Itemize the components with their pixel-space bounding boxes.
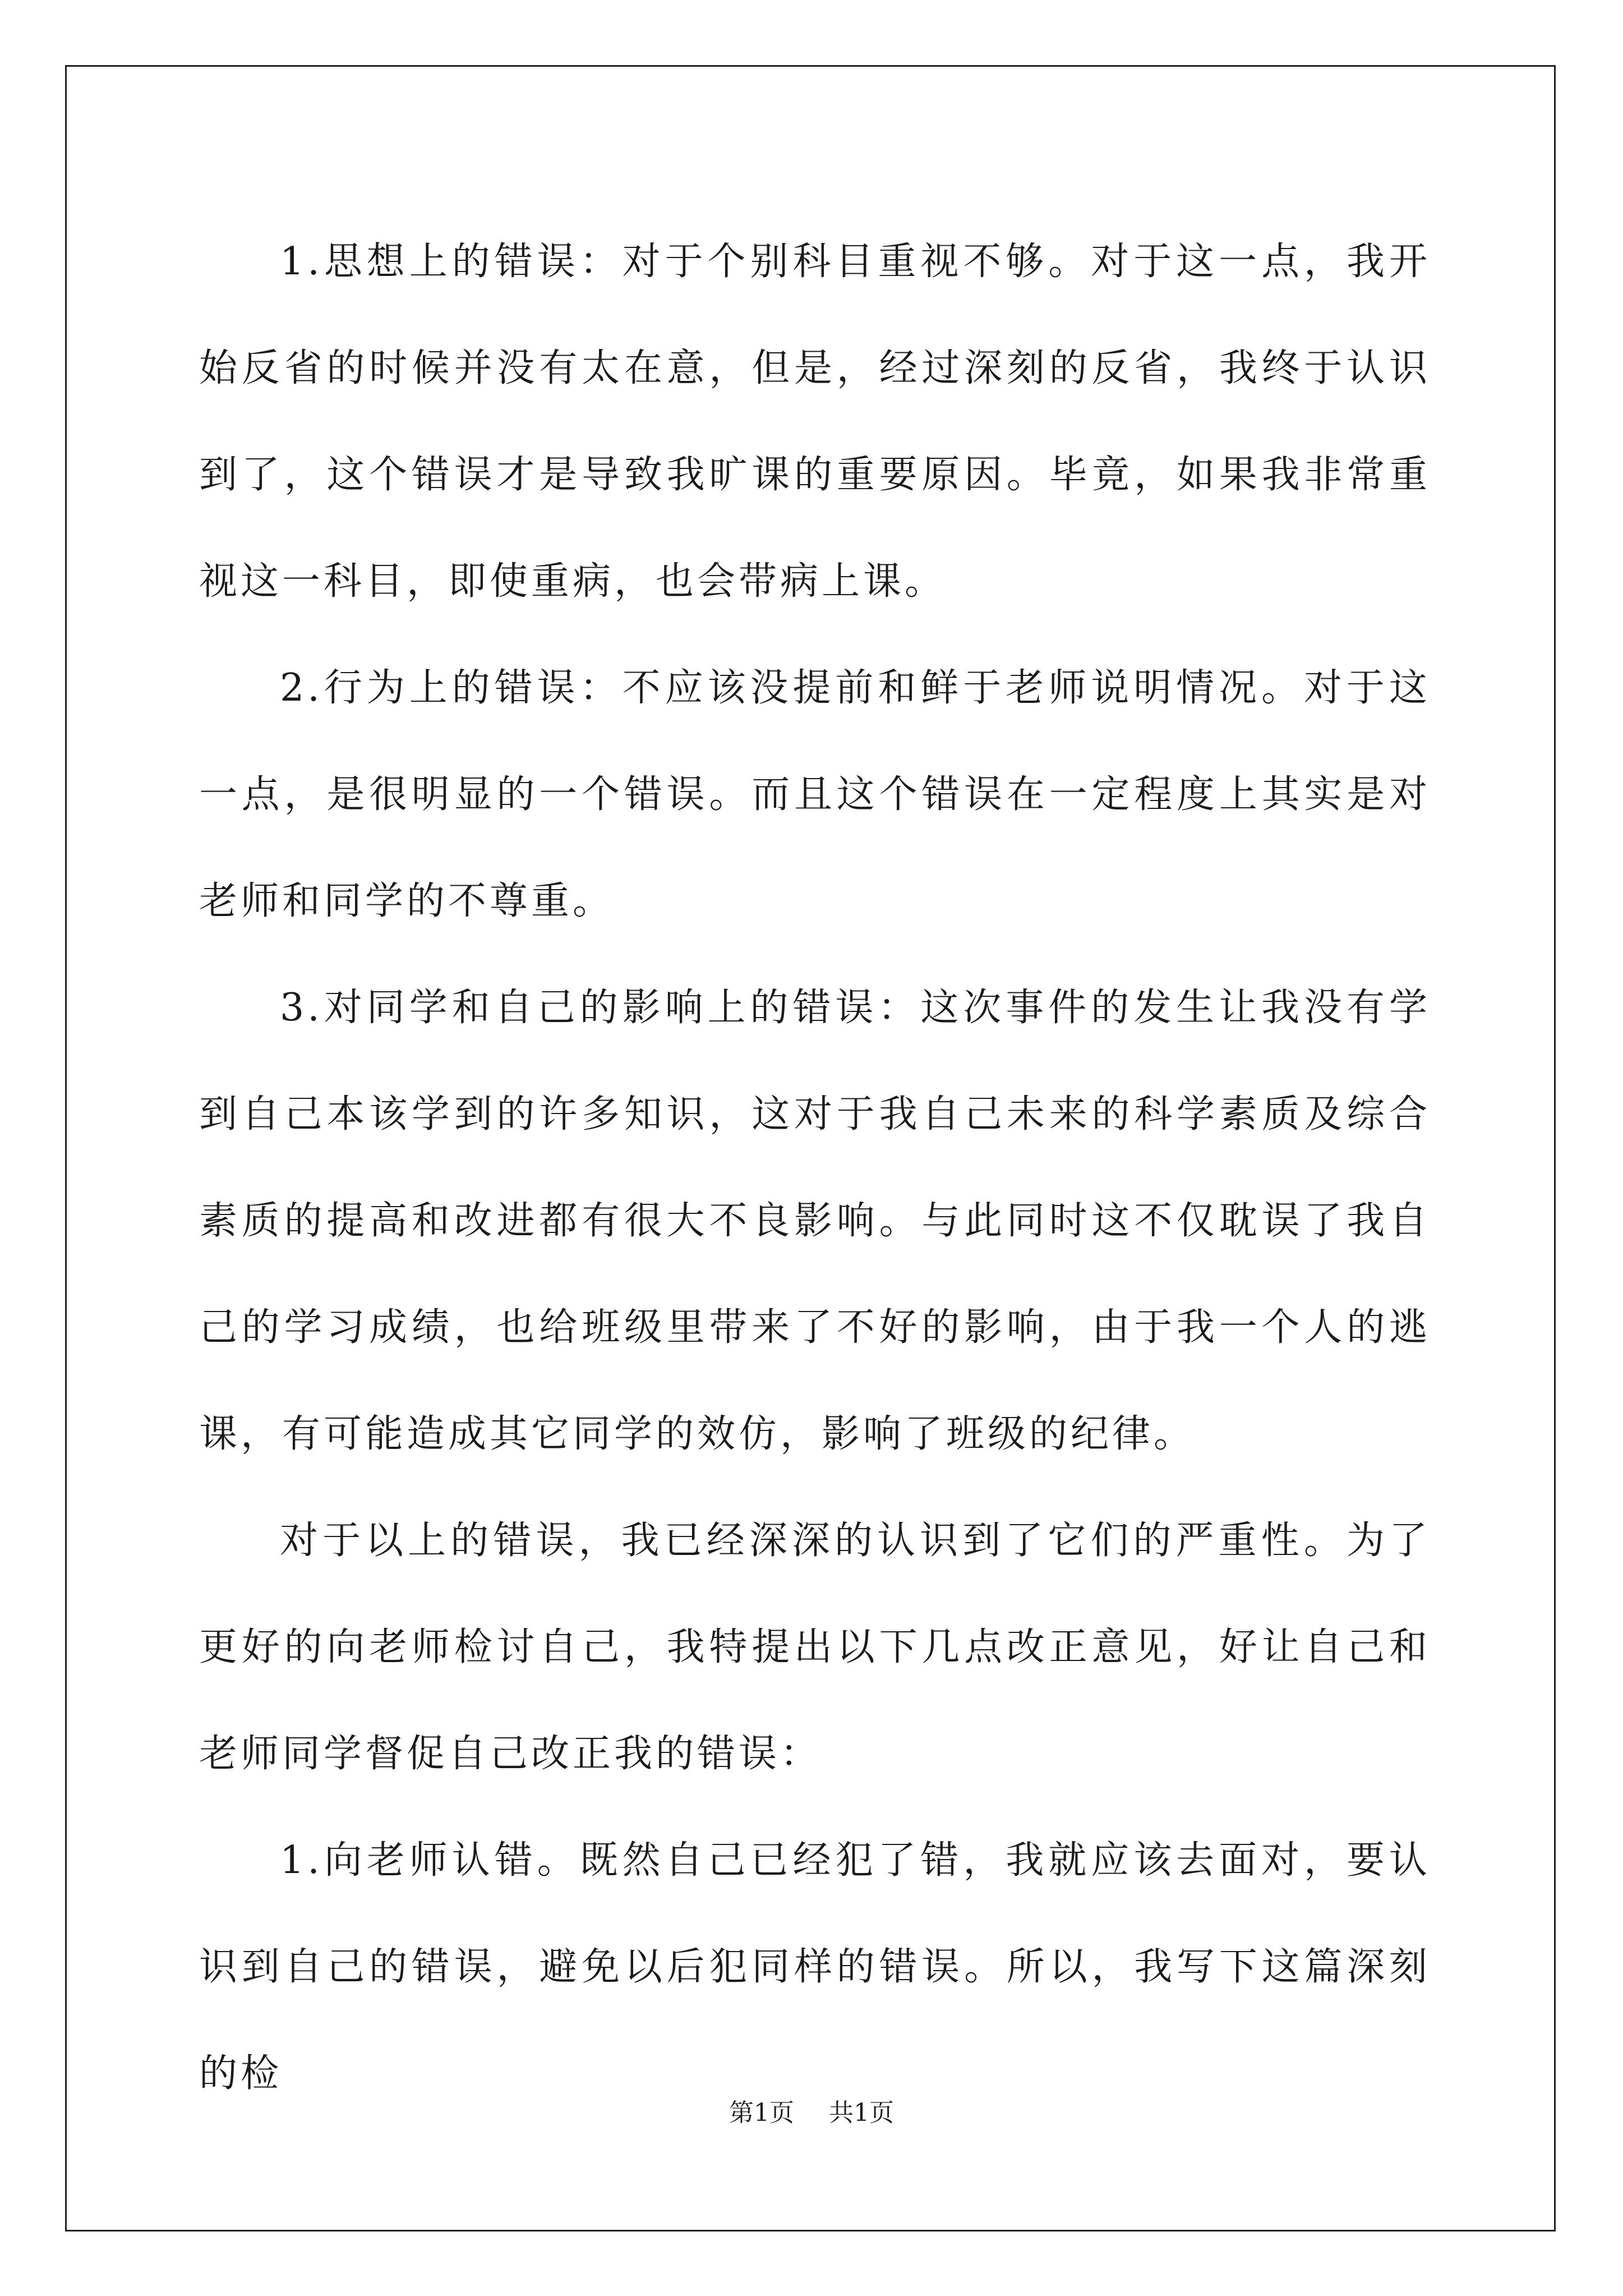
page-total: 共1页	[829, 2099, 894, 2127]
paragraph: 1.向老师认错。既然自己已经犯了错，我就应该去面对，要认识到自己的错误，避免以后犯同样的错误。所以，我写下这篇深刻的检	[199, 1838, 1431, 2096]
page-footer	[0, 2092, 1623, 2128]
document-body	[199, 209, 1431, 2127]
paragraph: 3.对同学和自己的影响上的错误：这次事件的发生让我没有学到自己本该学到的许多知识，这对于我自己未来的科学素质及综合素质的提高和改进都有很大不良影响。与此同时这不仅耽误了我自己的学习成绩，也给班级里带来了不好的影响，由于我一个人的逃课，有可能造成其它同学的效仿，影响了班级的纪律。	[199, 986, 1431, 1456]
paragraph: 2.行为上的错误：不应该没提前和鲜于老师说明情况。对于这一点，是很明显的一个错误。而且这个错误在一定程度上其实是对老师和同学的不尊重。	[199, 666, 1431, 923]
paragraph: 1.思想上的错误：对于个别科目重视不够。对于这一点，我开始反省的时候并没有太在意，但是，经过深刻的反省，我终于认识到了，这个错误才是导致我旷课的重要原因。毕竟，如果我非常重视这一科目，即使重病，也会带病上课。	[199, 240, 1431, 604]
paragraph: 对于以上的错误，我已经深深的认识到了它们的严重性。为了更好的向老师检讨自己，我特提出以下几点改正意见，好让自己和老师同学督促自己改正我的错误：	[199, 1519, 1431, 1776]
page-number: 第1页	[729, 2099, 794, 2127]
